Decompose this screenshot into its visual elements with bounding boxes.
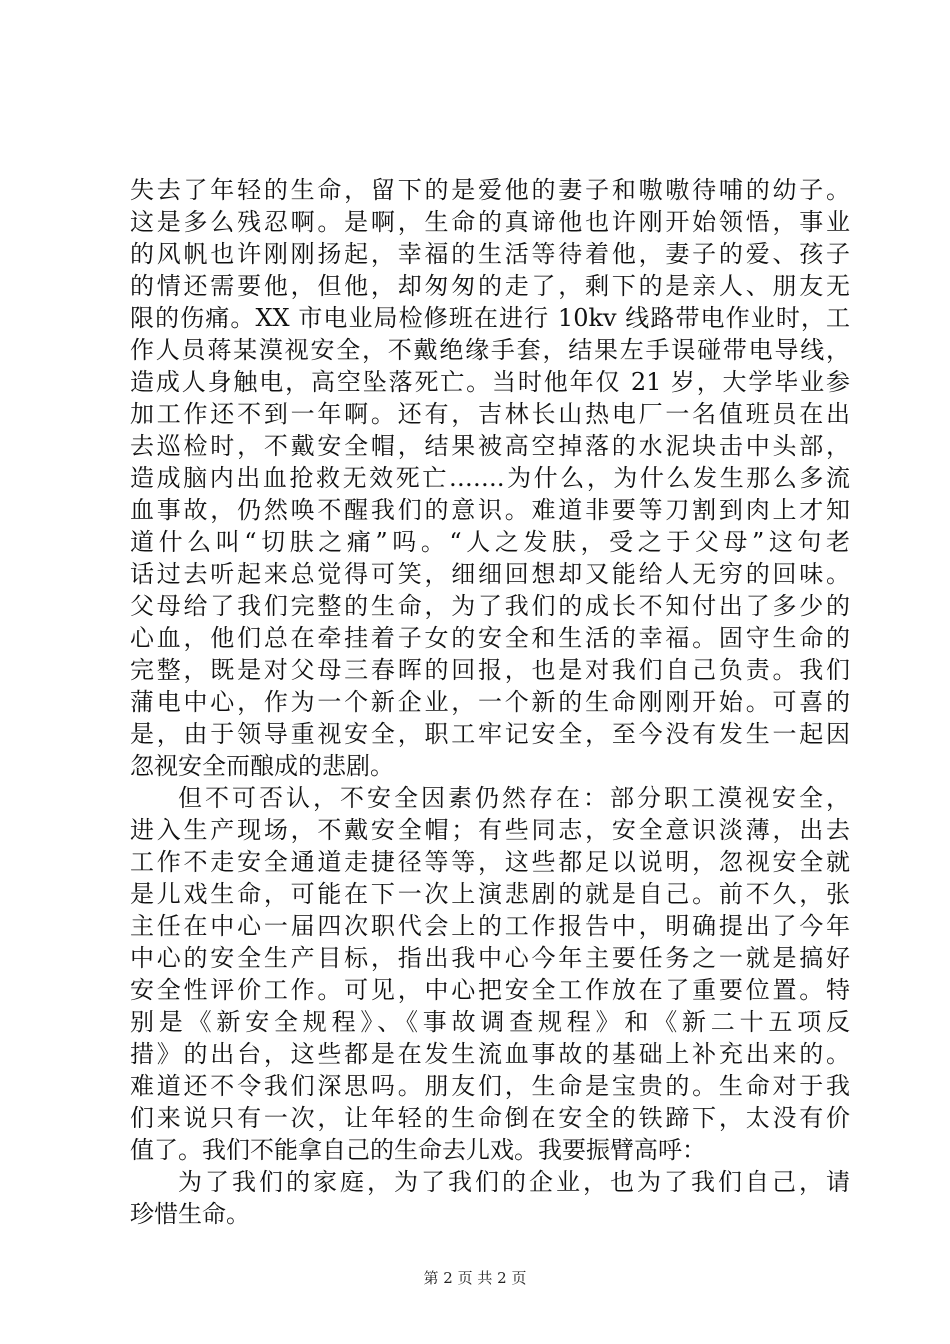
text-line: 是儿戏生命，可能在下一次上演悲剧的就是自己。前不久，张 <box>130 880 850 908</box>
text-line: 措》的出台，这些都是在发生流血事故的基础上补充出来的。 <box>130 1040 850 1068</box>
text-line: 的情还需要他，但他，却匆匆的走了，剩下的是亲人、朋友无 <box>130 272 850 300</box>
text-line: 造成人身触电，高空坠落死亡。当时他年仅 21 岁，大学毕业参 <box>130 368 850 396</box>
text-line: 难道还不令我们深思吗。朋友们，生命是宝贵的。生命对于我 <box>130 1072 850 1100</box>
text-line: 心血，他们总在牵挂着子女的安全和生活的幸福。固守生命的 <box>130 624 850 652</box>
text-line: 忽视安全而酿成的悲剧。 <box>130 752 394 780</box>
text-line: 血事故，仍然唤不醒我们的意识。难道非要等刀割到肉上才知 <box>130 496 850 524</box>
page-number-footer: 第 2 页 共 2 页 <box>423 1269 527 1287</box>
text-line: 为了我们的家庭，为了我们的企业，也为了我们自己，请 <box>178 1168 850 1196</box>
text-line: 父母给了我们完整的生命，为了我们的成长不知付出了多少的 <box>130 592 850 620</box>
text-line: 主任在中心一届四次职代会上的工作报告中，明确提出了今年 <box>130 912 850 940</box>
text-line: 值了。我们不能拿自己的生命去儿戏。我要振臂高呼： <box>130 1136 706 1164</box>
text-line: 去巡检时，不戴安全帽，结果被高空掉落的水泥块击中头部， <box>130 432 850 460</box>
text-line: 是，由于领导重视安全，职工牢记安全，至今没有发生一起因 <box>130 720 850 748</box>
text-line: 别是《新安全规程》、《事故调查规程》和《新二十五项反 <box>130 1008 850 1036</box>
text-line: 们来说只有一次，让年轻的生命倒在安全的铁蹄下，太没有价 <box>130 1104 850 1132</box>
text-line: 的风帆也许刚刚扬起，幸福的生活等待着他，妻子的爱、孩子 <box>130 240 850 268</box>
text-line: 加工作还不到一年啊。还有，吉林长山热电厂一名值班员在出 <box>130 400 850 428</box>
text-line: 但不可否认，不安全因素仍然存在：部分职工漠视安全， <box>178 784 850 812</box>
text-line: 这是多么残忍啊。是啊，生命的真谛他也许刚开始领悟，事业 <box>130 208 850 236</box>
text-line: 失去了年轻的生命，留下的是爱他的妻子和嗷嗷待哺的幼子。 <box>130 176 850 204</box>
text-line: 道什么叫“切肤之痛”吗。“人之发肤，受之于父母”这句老 <box>130 528 850 556</box>
text-line: 完整，既是对父母三春晖的回报，也是对我们自己负责。我们 <box>130 656 850 684</box>
text-line: 限的伤痛。XX 市电业局检修班在进行 10kv 线路带电作业时，工 <box>130 304 850 332</box>
text-line: 蒲电中心，作为一个新企业，一个新的生命刚刚开始。可喜的 <box>130 688 850 716</box>
paragraph-1 <box>130 174 850 782</box>
text-line: 进入生产现场，不戴安全帽；有些同志，安全意识淡薄，出去 <box>130 816 850 844</box>
text-line: 珍惜生命。 <box>130 1200 250 1228</box>
text-line: 造成脑内出血抢救无效死亡…….为什么，为什么发生那么多流 <box>130 464 850 492</box>
text-line: 中心的安全生产目标，指出我中心今年主要任务之一就是搞好 <box>130 944 850 972</box>
paragraph-2 <box>130 782 850 1166</box>
paragraph-3 <box>130 1166 850 1230</box>
text-line: 工作不走安全通道走捷径等等，这些都足以说明，忽视安全就 <box>130 848 850 876</box>
text-line: 安全性评价工作。可见，中心把安全工作放在了重要位置。特 <box>130 976 850 1004</box>
text-line: 作人员蒋某漠视安全，不戴绝缘手套，结果左手误碰带电导线， <box>130 336 850 364</box>
text-line: 话过去听起来总觉得可笑，细细回想却又能给人无穷的回味。 <box>130 560 850 588</box>
document-body <box>130 174 850 1230</box>
